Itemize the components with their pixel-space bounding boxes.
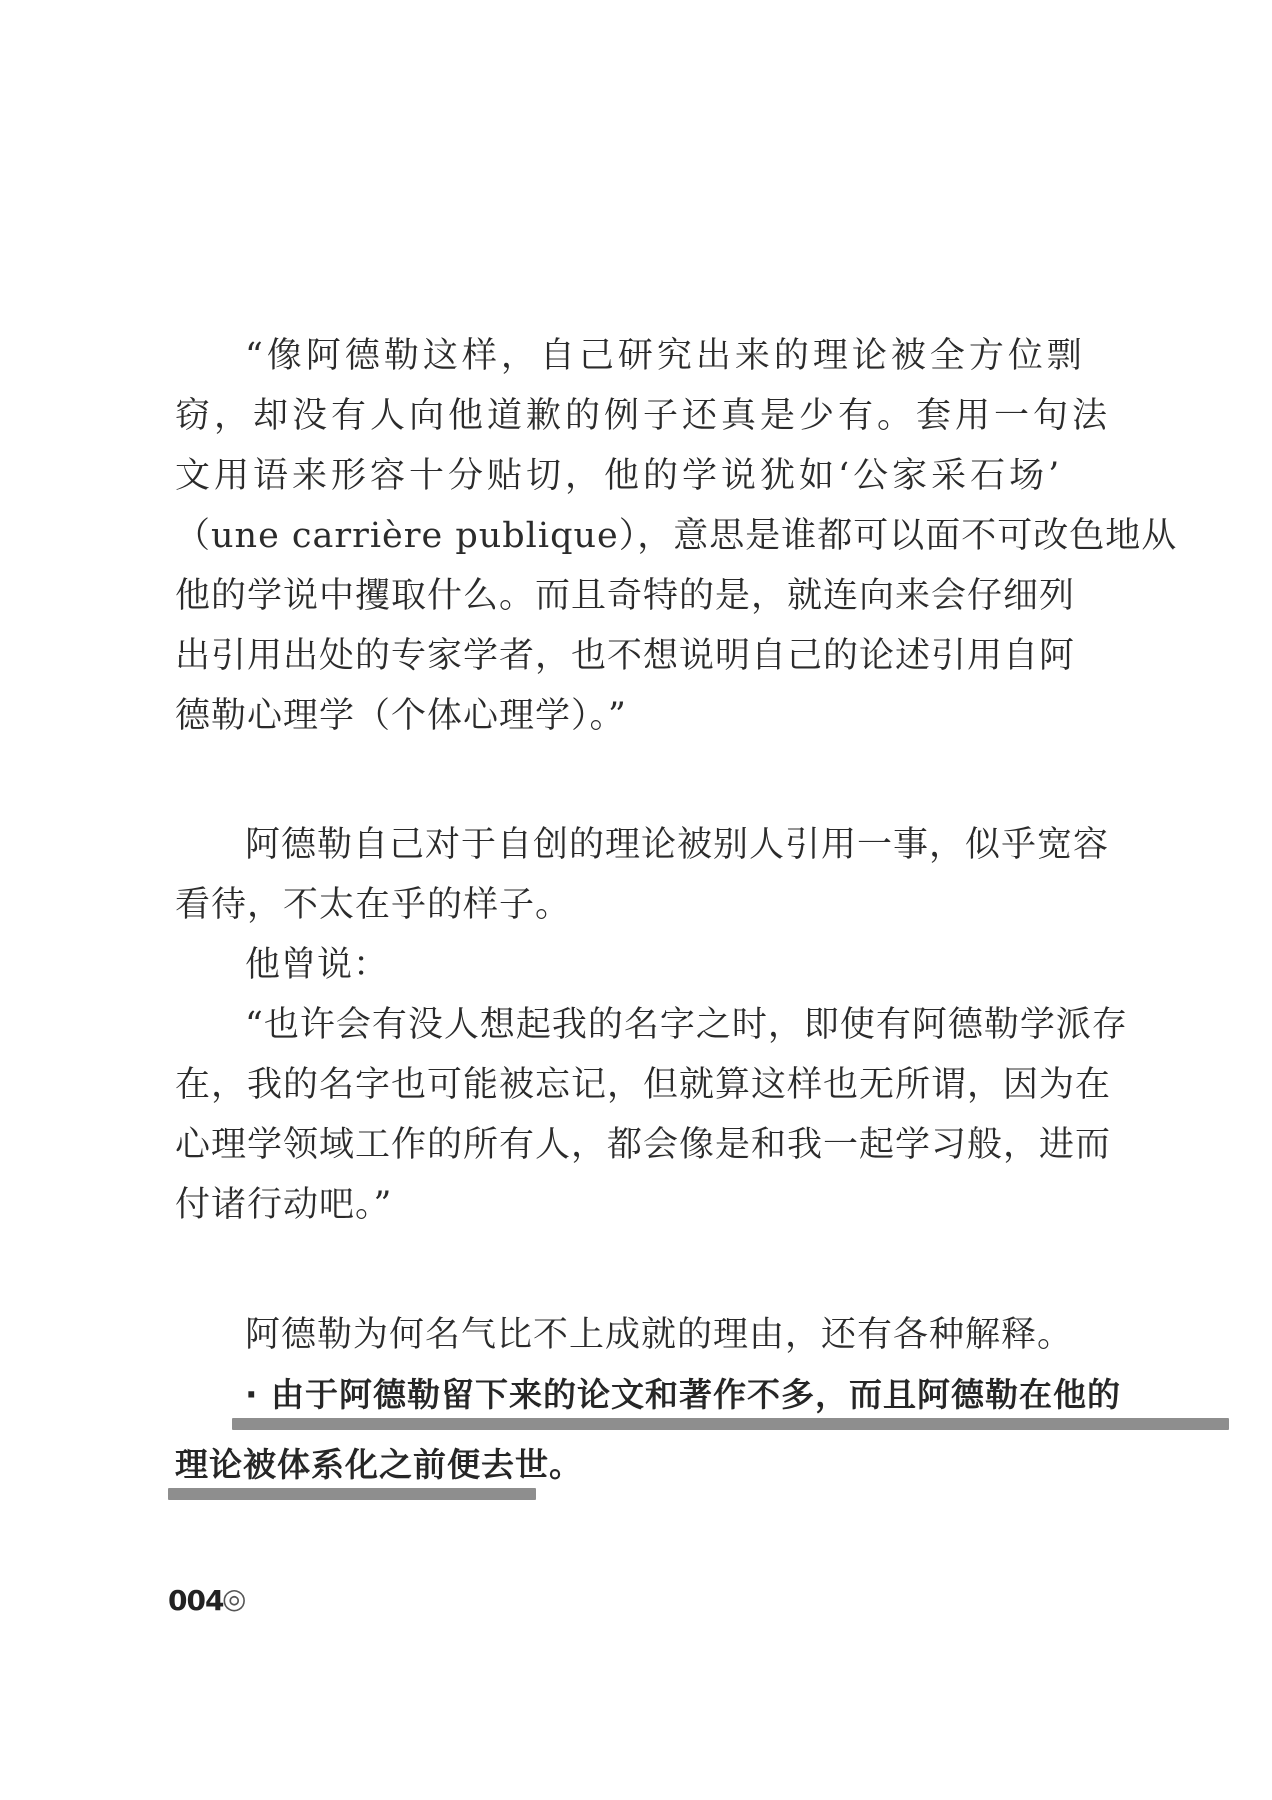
text-line: 窃，却没有人向他道歉的例子还真是少有。套用一句法 <box>175 396 1112 436</box>
highlight-underline <box>232 1418 1229 1430</box>
text-line: “也许会有没人想起我的名字之时，即使有阿德勒学派存 <box>245 1005 1128 1045</box>
highlighted-line: · 由于阿德勒留下来的论文和著作不多，而且阿德勒在他的 <box>245 1375 1122 1414</box>
text-line: 在，我的名字也可能被忘记，但就算这样也无所谓，因为在 <box>175 1065 1112 1105</box>
page-mark-icon: ◎ <box>222 1582 247 1615</box>
text-line: 出引用出处的专家学者，也不想说明自己的论述引用自阿 <box>175 636 1076 676</box>
text-line: 看待，不太在乎的样子。 <box>175 885 572 925</box>
text-line: （une carrière publique），意思是谁都可以面不可改色地从 <box>175 516 1178 556</box>
text-line: 他的学说中攫取什么。而且奇特的是，就连向来会仔细列 <box>175 576 1076 616</box>
highlighted-line: 理论被体系化之前便去世。 <box>175 1445 583 1484</box>
text-line: 心理学领域工作的所有人，都会像是和我一起学习般，进而 <box>175 1125 1112 1165</box>
text-line: 文用语来形容十分贴切，他的学说犹如‘公家采石场’ <box>175 456 1064 496</box>
paragraph-2 <box>175 815 1128 1235</box>
paragraph-3 <box>175 1305 1122 1495</box>
quote-paragraph-1 <box>175 326 1178 746</box>
page-number: 004 <box>168 1584 224 1617</box>
text-line: 他曾说： <box>245 945 390 985</box>
text-line: 德勒心理学（个体心理学）。” <box>175 696 627 736</box>
highlight-underline <box>168 1488 536 1500</box>
text-line: 阿德勒为何名气比不上成就的理由，还有各种解释。 <box>245 1315 1074 1355</box>
text-line: 付诸行动吧。” <box>175 1185 393 1225</box>
text-line: “像阿德勒这样，自己研究出来的理论被全方位剽 <box>245 336 1086 376</box>
text-line: 阿德勒自己对于自创的理论被别人引用一事，似乎宽容 <box>245 825 1110 865</box>
